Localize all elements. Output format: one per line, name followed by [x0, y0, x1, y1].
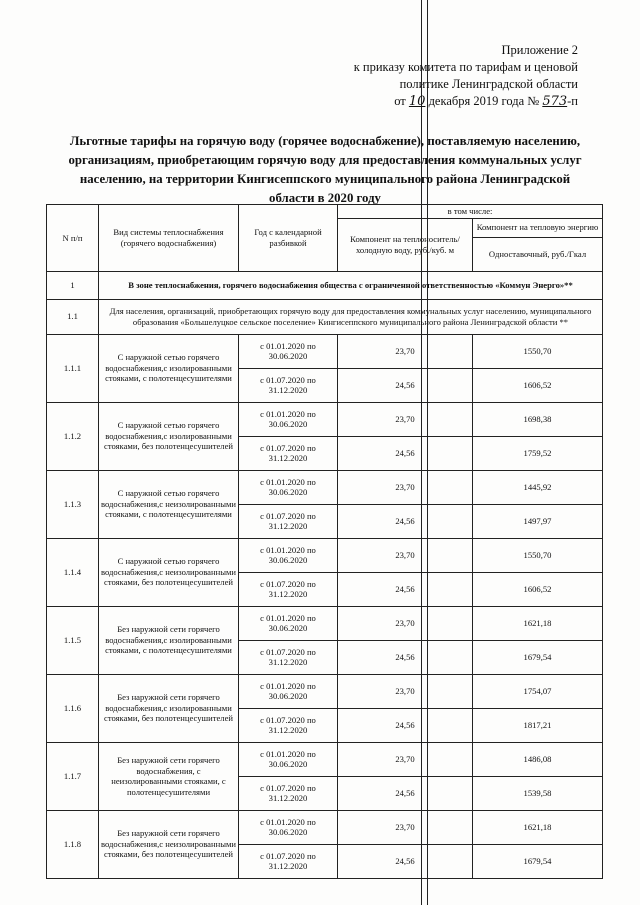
period-range: с 01.07.2020 по 31.12.2020 [239, 776, 338, 810]
system-type: Без наружной сети горячего водоснабжения, с неизолированными стояками, с полотенцесушителями [99, 742, 239, 810]
date-prefix: от [394, 94, 406, 108]
water-component-value: 24,56 [338, 572, 473, 606]
heat-component-value: 1486,08 [473, 742, 603, 776]
title-line-3: населению, на территории Кингисеппского муниципального района Ленинградской [79, 172, 571, 186]
title-line-4: области в 2020 году [269, 191, 381, 205]
water-component-value: 23,70 [338, 470, 473, 504]
period-range: с 01.07.2020 по 31.12.2020 [239, 436, 338, 470]
handwritten-order-number: 573 [542, 94, 568, 109]
heat-component-value: 1445,92 [473, 470, 603, 504]
table-row [47, 402, 603, 436]
zone-row-text: В зоне теплоснабжения, горячего водоснабжения общества с ограниченной ответственностью «Коммун Энерго»** [99, 271, 603, 299]
system-type: Без наружной сети горячего водоснабжения,с изолированными стояками, без полотенцесушителей [99, 674, 239, 742]
heat-component-value: 1759,52 [473, 436, 603, 470]
period-range: с 01.01.2020 по 30.06.2020 [239, 334, 338, 368]
water-component-value: 23,70 [338, 674, 473, 708]
header-year: Год с календарной разбивкой [239, 205, 338, 272]
heat-component-value: 1606,52 [473, 572, 603, 606]
period-range: с 01.07.2020 по 31.12.2020 [239, 572, 338, 606]
system-type: Без наружной сети горячего водоснабжения,с неизолированными стояками, без полотенцесушителей [99, 810, 239, 878]
water-component-value: 23,70 [338, 606, 473, 640]
period-range: с 01.01.2020 по 30.06.2020 [239, 674, 338, 708]
population-row-text: Для населения, организаций, приобретающих горячую воду для предоставления коммунальных услуг населению, муниципального образования «Большелуцкое сельское поселение» Кингисеппского муниципального района Ленинградской области ** [99, 299, 603, 334]
period-range: с 01.01.2020 по 30.06.2020 [239, 470, 338, 504]
date-middle: декабря 2019 года № [428, 94, 540, 108]
date-suffix: -п [567, 94, 578, 108]
period-range: с 01.01.2020 по 30.06.2020 [239, 606, 338, 640]
table-row [47, 606, 603, 640]
heat-component-value: 1621,18 [473, 606, 603, 640]
heat-component-value: 1679,54 [473, 640, 603, 674]
water-component-value: 24,56 [338, 640, 473, 674]
document-title [52, 132, 598, 208]
heat-component-value: 1679,54 [473, 844, 603, 878]
water-component-value: 24,56 [338, 368, 473, 402]
water-component-value: 24,56 [338, 436, 473, 470]
system-type: С наружной сетью горячего водоснабжения,с неизолированными стояками, с полотенцесушителями [99, 470, 239, 538]
system-type: С наружной сетью горячего водоснабжения,с изолированными стояками, без полотенцесушителей [99, 402, 239, 470]
period-range: с 01.07.2020 по 31.12.2020 [239, 640, 338, 674]
population-row-num: 1.1 [47, 299, 99, 334]
period-range: с 01.01.2020 по 30.06.2020 [239, 742, 338, 776]
system-type: С наружной сетью горячего водоснабжения,с изолированными стояками, с полотенцесушителями [99, 334, 239, 402]
table-row [47, 470, 603, 504]
appendix-date-line [300, 93, 578, 110]
water-component-value: 23,70 [338, 742, 473, 776]
header-heat-rate-type: Одноставочный, руб./Гкал [473, 237, 603, 271]
row-number: 1.1.7 [47, 742, 99, 810]
appendix-order-ref: к приказу комитета по тарифам и ценовой [353, 60, 578, 74]
heat-component-value: 1606,52 [473, 368, 603, 402]
system-type: Без наружной сети горячего водоснабжения,с изолированными стояками, с полотенцесушителями [99, 606, 239, 674]
header-system: Вид системы теплоснабжения (горячего водоснабжения) [99, 205, 239, 272]
water-component-value: 23,70 [338, 538, 473, 572]
tariff-table [46, 204, 603, 879]
appendix-label: Приложение 2 [501, 43, 578, 57]
water-component-value: 24,56 [338, 504, 473, 538]
period-range: с 01.01.2020 по 30.06.2020 [239, 810, 338, 844]
heat-component-value: 1550,70 [473, 334, 603, 368]
table-row [47, 538, 603, 572]
row-number: 1.1.1 [47, 334, 99, 402]
period-range: с 01.07.2020 по 31.12.2020 [239, 504, 338, 538]
water-component-value: 24,56 [338, 844, 473, 878]
table-row [47, 742, 603, 776]
row-number: 1.1.6 [47, 674, 99, 742]
table-row [47, 674, 603, 708]
heat-component-value: 1754,07 [473, 674, 603, 708]
heat-component-value: 1698,38 [473, 402, 603, 436]
period-range: с 01.07.2020 по 31.12.2020 [239, 368, 338, 402]
appendix-header [300, 42, 578, 110]
row-number: 1.1.8 [47, 810, 99, 878]
header-water-component: Компонент на теплоноситель/холодную воду, руб./куб. м [338, 218, 473, 271]
table-row [47, 810, 603, 844]
water-component-value: 24,56 [338, 708, 473, 742]
water-component-value: 23,70 [338, 402, 473, 436]
header-num: N п/п [47, 205, 99, 272]
water-component-value: 23,70 [338, 334, 473, 368]
period-range: с 01.01.2020 по 30.06.2020 [239, 402, 338, 436]
heat-component-value: 1539,58 [473, 776, 603, 810]
heat-component-value: 1497,97 [473, 504, 603, 538]
system-type: С наружной сетью горячего водоснабжения,с неизолированными стояками, без полотенцесушителей [99, 538, 239, 606]
row-number: 1.1.4 [47, 538, 99, 606]
row-number: 1.1.3 [47, 470, 99, 538]
period-range: с 01.07.2020 по 31.12.2020 [239, 844, 338, 878]
water-component-value: 23,70 [338, 810, 473, 844]
water-component-value: 24,56 [338, 776, 473, 810]
heat-component-value: 1817,21 [473, 708, 603, 742]
handwritten-day: 10 [408, 94, 426, 109]
period-range: с 01.01.2020 по 30.06.2020 [239, 538, 338, 572]
heat-component-value: 1550,70 [473, 538, 603, 572]
title-line-2: организациям, приобретающим горячую воду для предоставления коммунальных услуг [68, 153, 582, 167]
table-row [47, 334, 603, 368]
zone-row-num: 1 [47, 271, 99, 299]
title-line-1: Льготные тарифы на горячую воду (горячее водоснабжение), поставляемую населению, [69, 134, 581, 148]
appendix-committee: политике Ленинградской области [399, 77, 578, 91]
row-number: 1.1.2 [47, 402, 99, 470]
period-range: с 01.07.2020 по 31.12.2020 [239, 708, 338, 742]
header-heat-component: Компонент на тепловую энергию [473, 218, 603, 237]
heat-component-value: 1621,18 [473, 810, 603, 844]
row-number: 1.1.5 [47, 606, 99, 674]
header-including: в том числе: [338, 205, 603, 219]
